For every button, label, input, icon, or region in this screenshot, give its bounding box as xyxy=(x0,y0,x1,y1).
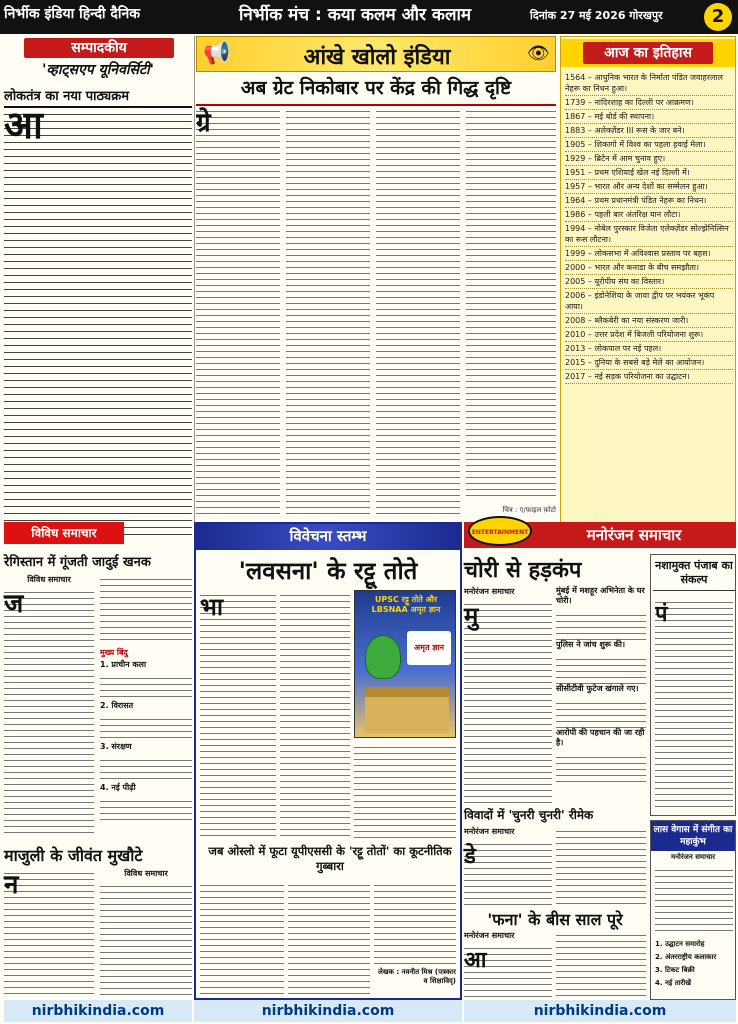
feature-col-4 xyxy=(466,106,556,501)
sidebar-point: 4. नई तारीखें xyxy=(655,979,691,987)
sidebar-title-2-wrap xyxy=(651,821,735,851)
manoranjan-headline-3: 'फना' के बीस साल पूरे xyxy=(487,910,623,929)
editorial-subtitle: लोकतंत्र का नया पाठ्यक्रम xyxy=(4,86,192,108)
manoranjan-headline-1: चोरी से हड़कंप xyxy=(464,558,582,583)
history-item: 1999 – लोकसभा में अविश्वास प्रस्ताव पर बहस। xyxy=(565,247,733,261)
upsc-poster xyxy=(354,590,456,738)
vividh-col-d xyxy=(100,868,192,998)
history-item: 2013 – लोकपाल पर नई पहल। xyxy=(565,342,733,356)
history-item: 2000 – भारत और कनाडा के बीच समझौता। xyxy=(565,261,733,275)
feature-credit: चित्र : ए/फ़ाइल फ़ोटो xyxy=(502,506,556,514)
history-item: 2006 – इंडोनेशिया के जावा द्वीप पर भयंकर भूकंप आया। xyxy=(565,289,733,314)
footer-site-3: nirbhikindia.com xyxy=(533,1003,667,1019)
sidebar-title-2: लास वेगास में संगीत का महाकुंभ xyxy=(653,825,733,847)
history-item: 1564 – आधुनिक भारत के निर्माता पंडित जवाहरलाल नेहरू का निधन हुआ। xyxy=(565,71,733,96)
manoranjan-headline-2: विवादों में 'चुनरी चुनरी' रीमेक xyxy=(464,808,594,822)
footer-site-1: nirbhikindia.com xyxy=(31,1003,165,1019)
sidebar-body-1 xyxy=(655,597,733,811)
building-illustration xyxy=(365,687,449,733)
poster-badge: अमृत ज्ञान xyxy=(407,631,451,665)
dateline: दिनांक 27 मई 2026 गोरखपुर xyxy=(530,9,663,22)
entertainment-badge: ENTERTAINMENT xyxy=(468,516,532,546)
history-ribbon: आज का इतिहास xyxy=(583,42,713,64)
manoranjan-byline-2: मनोरंजन समाचार xyxy=(464,827,515,836)
editorial-ribbon: सम्पादकीय xyxy=(24,38,174,58)
sidebar-point: 3. टिकट बिक्री xyxy=(655,966,695,974)
manoranjan-point: सीसीटीवी फुटेज खंगाले गए। xyxy=(556,684,639,693)
history-item: 1994 – नोबेल पुरस्कार विजेता एलेक्ज़ेंडर सोल्झेनित्सिन का रूस लौटना। xyxy=(565,222,733,247)
vivechana-col-5 xyxy=(288,880,370,998)
manoranjan-section xyxy=(464,522,736,1000)
feature-col-1 xyxy=(196,106,280,518)
sidebar-point: 2. अंतरराष्ट्रीय कलाकार xyxy=(655,953,717,961)
feature-col-3 xyxy=(376,106,460,518)
history-item: 1883 – अलेक्ज़ेंडर III रूस के जार बने। xyxy=(565,124,733,138)
history-item: 2015 – दुनिया के सबसे बड़े मेले का आयोजन। xyxy=(565,356,733,370)
footer-left xyxy=(4,1000,192,1022)
manoranjan-col-a xyxy=(464,586,552,804)
feature-banner xyxy=(196,36,556,72)
vivechana-headline: 'लवसना' के रट्टू तोते xyxy=(238,557,418,585)
history-item: 1957 – भारत और अन्य देशों का सम्मेलन हुआ। xyxy=(565,180,733,194)
editorial-title: 'व्हाट्सएप यूनिवर्सिटी' xyxy=(42,62,154,78)
history-item: 1951 – प्रथम एशियाई खेल नई दिल्ली में। xyxy=(565,166,733,180)
vividh-section xyxy=(4,522,192,1000)
feature-col-2 xyxy=(286,106,370,518)
manoranjan-col-b xyxy=(556,586,646,804)
manoranjan-point: मुंबई में मशहूर अभिनेता के घर चोरी। xyxy=(556,586,645,605)
vivechana-ribbon: विवेचना स्तम्भ xyxy=(289,527,367,545)
footer-site-2: nirbhikindia.com xyxy=(261,1003,395,1019)
manoranjan-point: आरोपी की पहचान की जा रही है। xyxy=(556,728,645,747)
vividh-col-c xyxy=(4,868,94,998)
manoranjan-col-f xyxy=(556,930,646,998)
megaphone-icon: 📢 xyxy=(203,41,231,66)
vividh-drop-cap-2: न xyxy=(4,870,19,900)
vivechana-col-3 xyxy=(354,742,456,840)
manoranjan-banner xyxy=(464,522,736,548)
sidebar-title-1: नशामुक्त पंजाब का संकल्प xyxy=(653,559,735,591)
vivechana-subheadline: जब ओस्लो में फूटा यूपीएससी के 'रट्टू तोतों' का कूटनीतिक गुब्बारा xyxy=(208,844,452,873)
editorial-body xyxy=(4,108,192,536)
vivechana-section xyxy=(194,522,462,1000)
footer-middle xyxy=(194,1000,462,1022)
history-item: 1929 – ब्रिटेन में आम चुनाव हुए। xyxy=(565,152,733,166)
history-item: 1986 – पहली बार अंतरिक्ष यान लौटा। xyxy=(565,208,733,222)
manoranjan-drop-cap-1: मु xyxy=(464,601,479,630)
editorial-section xyxy=(4,36,192,536)
history-item: 2008 – ब्लैकबेरी का नया संस्करण जारी। xyxy=(565,314,733,328)
vivechana-col-6 xyxy=(374,880,456,998)
vivechana-col-4 xyxy=(200,880,284,998)
vividh-list-head: मुख्य बिंदु xyxy=(100,648,128,657)
vivechana-drop-cap: भा xyxy=(200,592,224,621)
sidebar-body-2 xyxy=(655,865,733,935)
sidebar-box-2 xyxy=(650,820,736,1000)
editorial-drop-cap: आ xyxy=(4,108,43,147)
manoranjan-point: पुलिस ने जांच शुरू की। xyxy=(556,640,626,649)
history-item: 1739 – नादिरशाह का दिल्ली पर आक्रमण। xyxy=(565,96,733,110)
manoranjan-drop-cap-3: आ xyxy=(464,947,487,973)
history-item: 1964 – प्रथम प्रधानमंत्री पंडित नेहरू का निधन। xyxy=(565,194,733,208)
eye-icon: 👁 xyxy=(527,43,550,64)
vividh-point: 4. नई पीढ़ी xyxy=(100,783,136,792)
sidebar-byline-2: मनोरंजन समाचार xyxy=(670,853,716,861)
vividh-headline-1: रेगिस्तान में गूंजती जादुई खनक xyxy=(4,555,151,570)
feature-drop-cap: ग्रे xyxy=(196,108,211,138)
vividh-point: 1. प्राचीन कला xyxy=(100,660,147,669)
vividh-point: 2. विरासत xyxy=(100,701,134,710)
vivechana-col-2 xyxy=(280,590,350,840)
vividh-col-a xyxy=(4,574,94,834)
history-item: 2005 – यूरोपीय संघ का विस्तार। xyxy=(565,275,733,289)
sidebar-drop-cap-1: पं xyxy=(655,601,668,627)
vividh-col-b xyxy=(100,574,192,836)
history-list xyxy=(565,71,733,521)
vividh-point: 3. संरक्षण xyxy=(100,742,132,751)
footer-right xyxy=(464,1000,736,1022)
vividh-byline-1: विविध समाचार xyxy=(27,575,71,584)
history-section xyxy=(560,36,736,526)
vivechana-author: लेखक : नवनीत मिश्र (पत्रकार व शिक्षाविद्) xyxy=(378,968,456,985)
vivechana-banner xyxy=(196,524,460,550)
history-ribbon-wrap xyxy=(561,39,735,67)
vivechana-col-1 xyxy=(200,590,276,840)
manoranjan-drop-cap-2: डे xyxy=(464,843,476,869)
manoranjan-col-d xyxy=(556,826,646,904)
history-item: 1867 – मई बोर्ड की स्थापना। xyxy=(565,110,733,124)
paper-name: निर्भीक इंडिया हिन्दी दैनिक xyxy=(4,6,141,22)
main-feature xyxy=(196,36,556,526)
vividh-byline-2: विविध समाचार xyxy=(124,869,168,878)
section-title: निर्भीक मंच : कया कलम और कलाम xyxy=(238,5,472,25)
manoranjan-ribbon: मनोरंजन समाचार xyxy=(586,526,682,544)
parrot-icon xyxy=(365,635,401,679)
manoranjan-col-e xyxy=(464,930,552,998)
manoranjan-byline-1: मनोरंजन समाचार xyxy=(464,587,515,596)
sidebar-box-1 xyxy=(650,554,736,816)
vividh-drop-cap-1: ज xyxy=(4,589,24,619)
history-item: 2010 – उत्तर प्रदेश में बिजली परियोजना शुरू। xyxy=(565,328,733,342)
vividh-ribbon: विविध समाचार xyxy=(4,522,124,544)
masthead xyxy=(0,0,738,34)
page-number: 2 xyxy=(704,3,732,31)
sidebar-point: 1. उद्घाटन समारोह xyxy=(655,940,705,948)
sidebar-points-2 xyxy=(655,939,733,997)
poster-title: UPSC रट्टू तोते और LBSNAA अमृत ज्ञान xyxy=(371,595,441,614)
feature-kicker: आंखे खोलो इंडिया xyxy=(303,45,451,70)
manoranjan-col-c xyxy=(464,826,552,904)
vividh-headline-2: माजुली के जीवंत मुखौटे xyxy=(4,846,143,865)
history-item: 2017 – नई सड़क परियोजना का उद्घाटन। xyxy=(565,370,733,384)
manoranjan-byline-3: मनोरंजन समाचार xyxy=(464,931,515,940)
history-item: 1905 – शिकागो में विश्व का पहला हवाई मेला। xyxy=(565,138,733,152)
feature-headline: अब ग्रेट निकोबार पर केंद्र की गिद्ध दृष्टि xyxy=(196,74,556,106)
